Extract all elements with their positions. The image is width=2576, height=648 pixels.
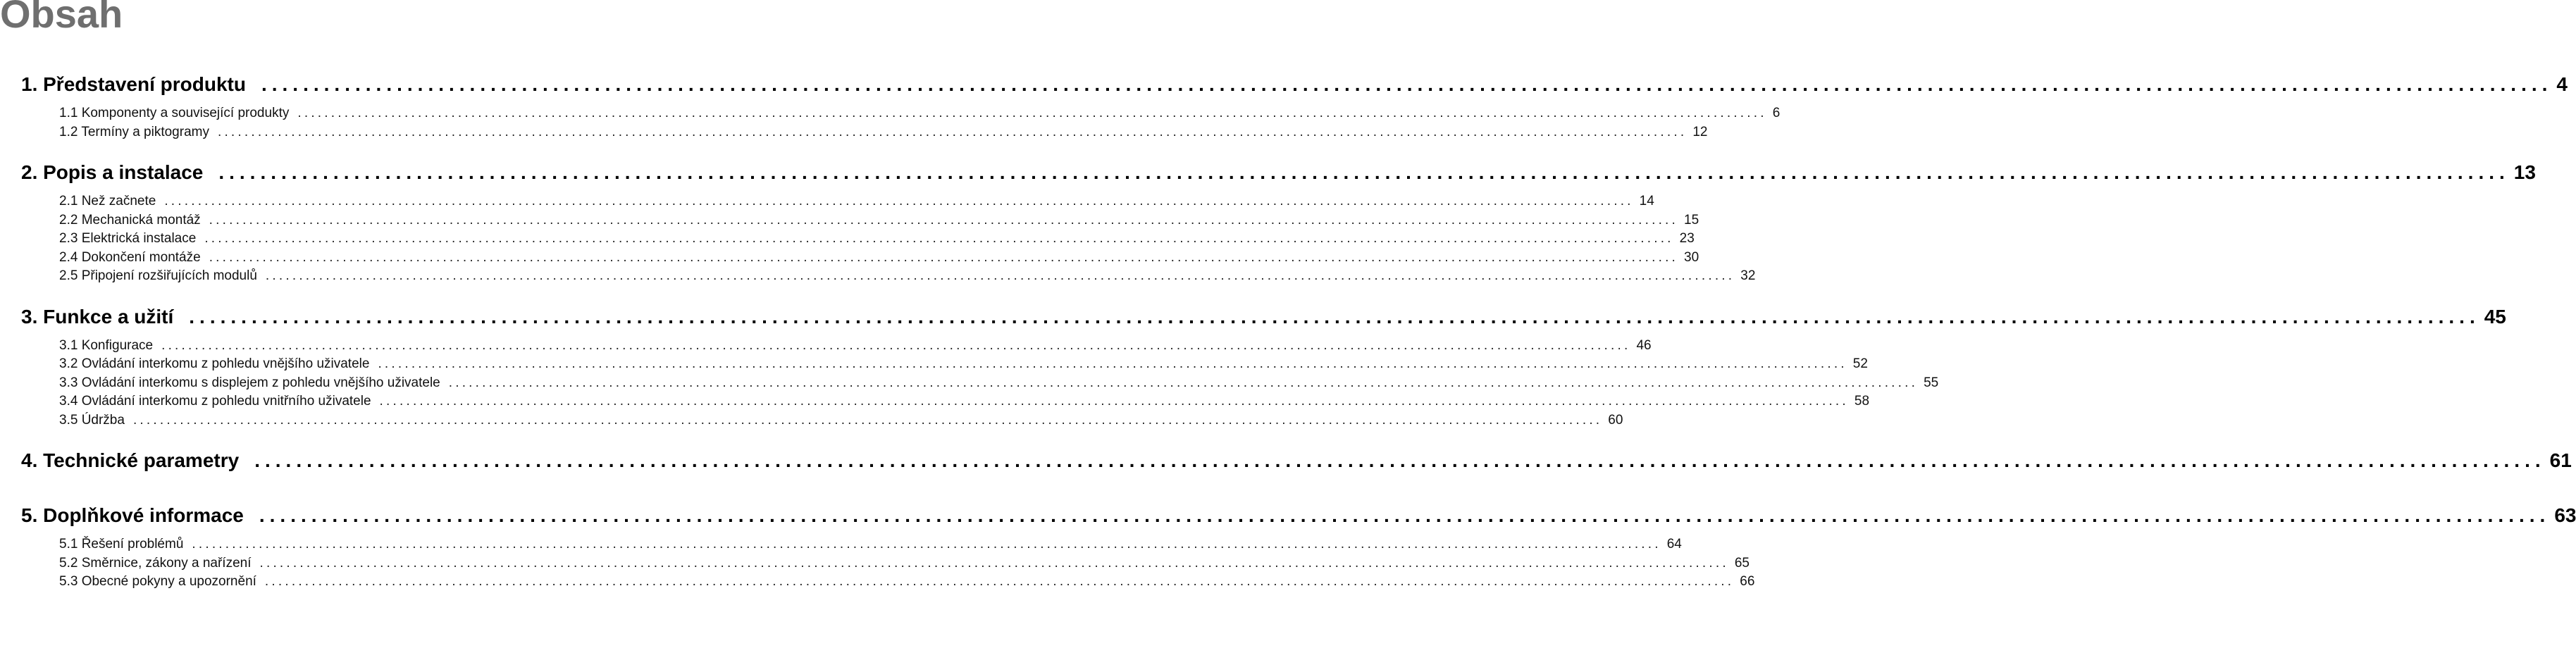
toc-chapter-entry[interactable]: [21, 500, 2576, 531]
table-of-contents: [21, 69, 2576, 592]
toc-section-title: 5.1 Řešení problémů: [59, 537, 184, 552]
toc-chapter: [21, 445, 2572, 500]
toc-section-page: 6: [1772, 106, 1781, 120]
toc-section-title: 3.3 Ovládání interkomu s displejem z pohledu vnějšího uživatele: [59, 375, 440, 390]
dot-leader: ............................................................................................................................................................................................................................: [254, 449, 2546, 471]
toc-section-page: 60: [1608, 412, 1623, 428]
toc-section-page: 12: [1692, 124, 1708, 139]
toc-section-entry[interactable]: [59, 374, 1939, 393]
toc-section-title: 2.1 Než začnete: [59, 194, 156, 208]
toc-section-entry[interactable]: [59, 267, 1756, 286]
dot-leader: ............................................................................................................................................................................................................................: [161, 337, 1631, 353]
toc-chapter-page: 13: [2513, 161, 2536, 183]
toc-chapter-entry[interactable]: [21, 69, 2568, 100]
toc-section-entry[interactable]: [59, 230, 1695, 249]
toc-chapter-title: 5. Doplňkové informace: [21, 504, 244, 526]
toc-section-list: [21, 192, 1756, 286]
toc-section-title: 2.4 Dokončení montáže: [59, 249, 201, 265]
toc-section-page: 66: [1740, 574, 1755, 589]
toc-section-entry[interactable]: [59, 573, 1755, 592]
toc-chapter-entry[interactable]: [21, 301, 2506, 332]
toc-section-title: 1.2 Termíny a piktogramy: [59, 124, 209, 139]
toc-section-entry[interactable]: [59, 104, 1781, 123]
page-title: Obsah: [0, 0, 123, 36]
toc-section-page: 65: [1734, 555, 1750, 571]
dot-leader: ............................................................................................................................................................................................................................: [448, 375, 1919, 390]
toc-section-page: 23: [1679, 231, 1695, 246]
dot-leader: ............................................................................................................................................................................................................................: [192, 537, 1661, 552]
dot-leader: ............................................................................................................................................................................................................................: [378, 356, 1847, 371]
toc-chapter: [21, 301, 2506, 446]
toc-section-title: 5.2 Směrnice, zákony a nařízení: [59, 555, 252, 571]
toc-section-entry[interactable]: [59, 211, 1699, 230]
dot-leader: ............................................................................................................................................................................................................................: [132, 412, 1603, 428]
toc-chapter: [21, 500, 2576, 592]
toc-chapter-title: 2. Popis a instalace: [21, 161, 204, 183]
toc-chapter-title: 1. Představení produktu: [21, 73, 246, 95]
toc-section-page: 15: [1684, 212, 1699, 228]
toc-section-entry[interactable]: [59, 123, 1708, 142]
dot-leader: ............................................................................................................................................................................................................................: [204, 231, 1674, 246]
toc-chapter-page: 45: [2484, 305, 2506, 328]
toc-chapter: [21, 69, 2568, 157]
toc-section-page: 30: [1684, 249, 1699, 265]
toc-section-entry[interactable]: [59, 192, 1654, 211]
toc-section-entry[interactable]: [59, 337, 1652, 356]
toc-chapter: [21, 157, 2536, 301]
toc-section-list: [21, 337, 1939, 430]
dot-leader: ............................................................................................................................................................................................................................: [259, 504, 2551, 526]
toc-section-page: 46: [1636, 337, 1652, 353]
toc-section-page: 52: [1852, 356, 1868, 371]
toc-section-title: 2.3 Elektrická instalace: [59, 231, 197, 246]
toc-section-title: 1.1 Komponenty a související produkty: [59, 106, 290, 120]
dot-leader: ............................................................................................................................................................................................................................: [209, 212, 1679, 228]
toc-section-page: 58: [1854, 394, 1870, 409]
dot-leader: ............................................................................................................................................................................................................................: [297, 106, 1767, 120]
toc-section-title: 5.3 Obecné pokyny a upozornění: [59, 574, 256, 589]
toc-section-title: 3.2 Ovládání interkomu z pohledu vnějšího uživatele: [59, 356, 370, 371]
dot-leader: ............................................................................................................................................................................................................................: [209, 249, 1679, 265]
toc-section-list: [21, 535, 1755, 592]
toc-section-entry[interactable]: [59, 355, 1868, 374]
toc-section-page: 55: [1924, 375, 1939, 390]
toc-chapter-title: 4. Technické parametry: [21, 449, 240, 471]
toc-chapter-title: 3. Funkce a užití: [21, 305, 174, 328]
toc-section-title: 2.5 Připojení rozšiřujících modulů: [59, 268, 257, 283]
toc-section-entry[interactable]: [59, 554, 1750, 573]
toc-chapter-page: 61: [2549, 449, 2572, 471]
toc-section-page: 32: [1740, 268, 1756, 283]
toc-section-list: [21, 104, 1781, 142]
toc-chapter-page: 4: [2556, 73, 2568, 95]
dot-leader: ............................................................................................................................................................................................................................: [265, 268, 1735, 283]
dot-leader: ............................................................................................................................................................................................................................: [189, 305, 2480, 328]
dot-leader: ............................................................................................................................................................................................................................: [218, 161, 2510, 183]
dot-leader: ............................................................................................................................................................................................................................: [379, 394, 1849, 409]
toc-chapter-entry[interactable]: [21, 445, 2572, 476]
toc-section-page: 14: [1639, 194, 1654, 208]
toc-chapter-page: 63: [2554, 504, 2576, 526]
toc-section-page: 64: [1666, 537, 1682, 552]
dot-leader: ............................................................................................................................................................................................................................: [259, 555, 1729, 571]
dot-leader: ............................................................................................................................................................................................................................: [264, 574, 1735, 589]
toc-section-entry[interactable]: [59, 392, 1870, 411]
toc-section-entry[interactable]: [59, 535, 1682, 554]
dot-leader: ............................................................................................................................................................................................................................: [164, 194, 1634, 208]
toc-section-title: 3.5 Údržba: [59, 412, 125, 428]
toc-section-entry[interactable]: [59, 411, 1623, 430]
toc-section-title: 3.1 Konfigurace: [59, 337, 154, 353]
toc-section-entry[interactable]: [59, 249, 1699, 268]
dot-leader: ............................................................................................................................................................................................................................: [261, 73, 2553, 95]
toc-section-title: 2.2 Mechanická montáž: [59, 212, 201, 228]
toc-section-title: 3.4 Ovládání interkomu z pohledu vnitřního uživatele: [59, 394, 371, 409]
dot-leader: ............................................................................................................................................................................................................................: [217, 124, 1688, 139]
toc-chapter-entry[interactable]: [21, 157, 2536, 188]
